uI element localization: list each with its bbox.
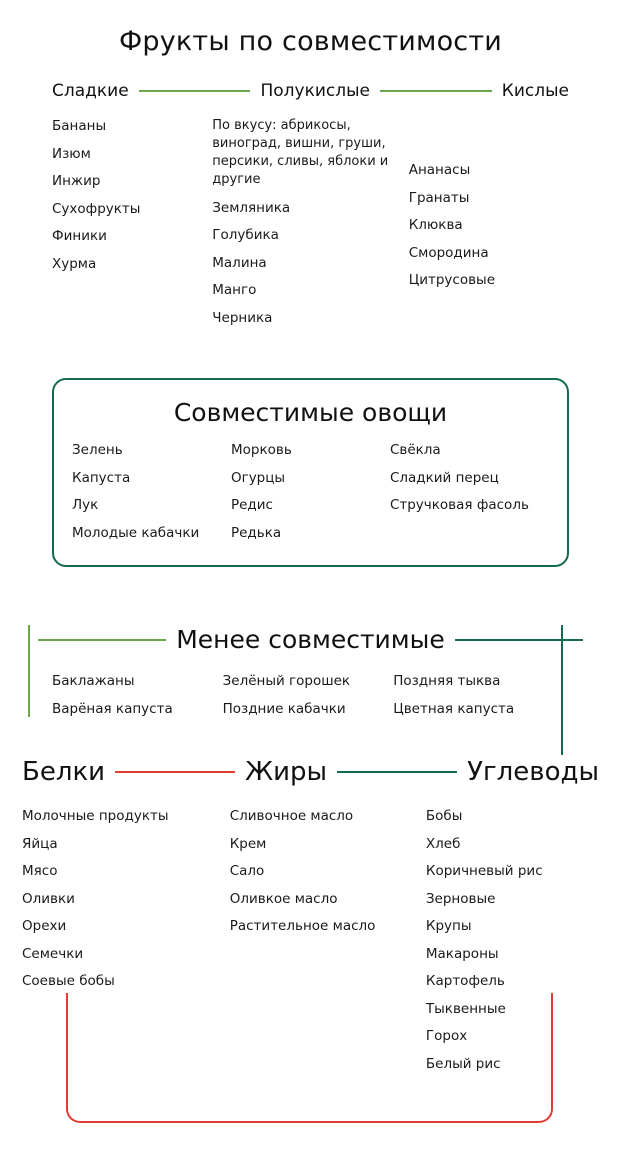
list-item: Стручковая фасоль: [389, 497, 529, 514]
fruits-column-acid: [409, 113, 569, 332]
vegetables-column-3: [390, 437, 549, 547]
list-item: Огурцы: [230, 469, 286, 486]
list-item: Молодые кабачки: [72, 524, 200, 541]
list-item: Поздние кабачки: [222, 700, 346, 717]
list-item: Белый рис: [425, 1055, 501, 1072]
vegetables-column-2: [231, 437, 390, 547]
list-item: Оливки: [22, 890, 75, 907]
list-item: Сало: [229, 863, 265, 880]
list-item: Зелёный горошек: [222, 673, 351, 690]
list-item: Поздняя тыква: [393, 673, 501, 690]
vegetables-column-1: [72, 437, 231, 547]
list-item: Бобы: [425, 808, 463, 825]
vegetables-columns: [54, 437, 567, 547]
list-item: Изюм: [52, 145, 91, 162]
connector-line: [139, 90, 251, 92]
list-item: Макароны: [425, 945, 499, 962]
fruits-taste-note: По вкусу: абрикосы, виноград, вишни, груши, персики, сливы, яблоки и другие: [212, 118, 389, 187]
list-item: Соевые бобы: [22, 973, 115, 990]
less-compatible-section: [0, 625, 621, 723]
list-item: Орехи: [22, 918, 67, 935]
list-item: Сладкий перец: [389, 469, 499, 486]
list-item: Семечки: [22, 945, 84, 962]
proteins-carbs-connector: [66, 993, 553, 1123]
less-compatible-header-row: [0, 625, 621, 654]
list-item: Хлеб: [425, 835, 461, 852]
less-compatible-columns: [0, 668, 621, 723]
vegetables-title: Совместимые овощи: [173, 398, 448, 428]
list-item: Бананы: [52, 118, 107, 134]
spacer: [409, 113, 569, 157]
macro-header-fats: Жиры: [245, 757, 328, 788]
fruits-column-sweet: [52, 113, 212, 332]
list-item: Молочные продукты: [22, 808, 169, 825]
list-item: Оливкое масло: [229, 890, 338, 907]
list-item: Земляника: [212, 199, 291, 216]
fruits-header-row: [0, 81, 621, 101]
list-item: Манго: [212, 282, 257, 299]
list-item: Зелень: [72, 442, 123, 459]
list-item: Зерновые: [425, 890, 496, 907]
list-item: Финики: [52, 228, 107, 244]
list-item: Растительное масло: [229, 918, 376, 935]
list-item: Редис: [230, 497, 273, 514]
connector-line: [38, 639, 166, 641]
list-item: Редька: [230, 524, 282, 541]
connector-line: [380, 90, 492, 92]
list-item: Голубика: [212, 227, 279, 244]
fruits-header-sweet: Сладкие: [52, 81, 129, 101]
list-item: Сливочное масло: [229, 808, 354, 825]
less-compatible-column-1: [52, 668, 223, 723]
less-compatible-column-2: [223, 668, 394, 723]
list-item: Варёная капуста: [52, 700, 173, 717]
macro-header-carbs: Углеводы: [467, 757, 600, 788]
list-item: Крем: [229, 835, 267, 852]
list-item: Хурма: [52, 255, 97, 272]
list-item: Яйца: [22, 835, 58, 852]
list-item: Мясо: [22, 863, 58, 880]
connector-line-green: [337, 771, 457, 773]
list-item: Свёкла: [389, 442, 441, 459]
fruits-column-semi-acid: [212, 113, 408, 332]
page-title: Фрукты по совместимости: [118, 26, 503, 57]
list-item: Черника: [212, 309, 273, 326]
compatible-vegetables-box: [52, 378, 569, 567]
fruits-columns: [0, 113, 621, 332]
macro-header-proteins: Белки: [22, 757, 106, 788]
connector-line-left: [28, 625, 30, 717]
list-item: Горох: [425, 1028, 468, 1045]
list-item: Лук: [72, 497, 99, 514]
macronutrients-header-row: [0, 757, 621, 787]
connector-line-red: [115, 771, 235, 773]
list-item: Баклажаны: [52, 673, 135, 690]
list-item: Малина: [212, 254, 267, 271]
list-item: Клюква: [408, 217, 463, 233]
list-item: Крупы: [425, 918, 472, 935]
fruits-header-semi-acid: Полукислые: [260, 81, 370, 101]
less-compatible-title: Менее совместимые: [176, 625, 445, 655]
list-item: Гранаты: [408, 189, 470, 206]
list-item: Смородина: [408, 244, 489, 261]
list-item: Капуста: [72, 469, 131, 486]
list-item: Ананасы: [408, 162, 471, 178]
connector-line: [455, 639, 583, 641]
list-item: Сухофрукты: [52, 200, 141, 217]
list-item: Морковь: [230, 442, 292, 459]
list-item: Цитрусовые: [408, 272, 495, 288]
less-compatible-column-3: [393, 668, 569, 723]
list-item: Инжир: [52, 173, 101, 189]
connector-line-right: [561, 625, 563, 755]
list-item: Коричневый рис: [425, 863, 543, 880]
list-item: Цветная капуста: [393, 700, 515, 717]
list-item: Картофель: [425, 973, 505, 990]
fruits-header-acid: Кислые: [501, 81, 569, 101]
list-item: Тыквенные: [425, 1000, 506, 1017]
fruits-section: [0, 81, 621, 332]
